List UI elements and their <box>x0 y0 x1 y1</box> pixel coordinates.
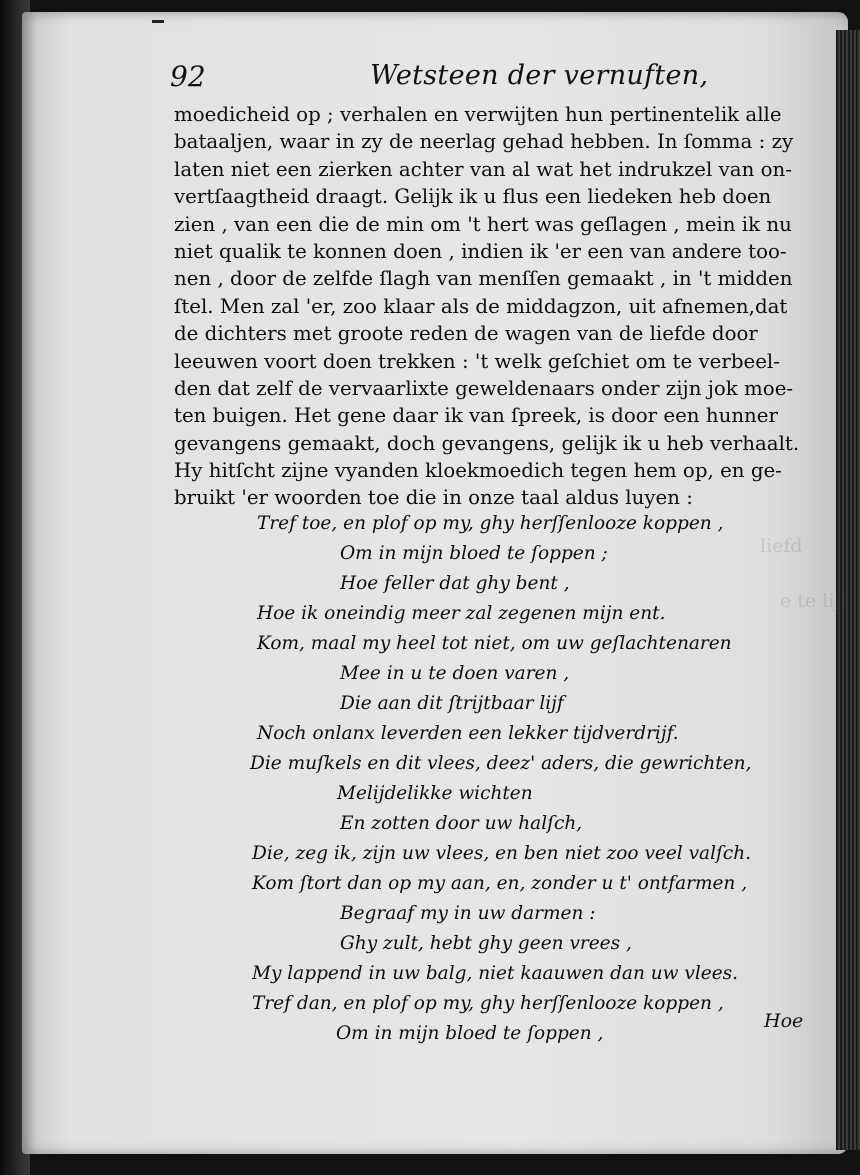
prose-line: vertſaagtheid draagt. Gelijk ik u flus een liedeken heb doen <box>174 185 772 209</box>
print-mark <box>152 20 164 23</box>
verse-line: Kom ſtort dan op my aan, en, zonder u t' ontfarmen , <box>252 873 748 894</box>
verse-line: Om in mijn bloed te ſoppen , <box>336 1023 604 1044</box>
prose-line: bruikt 'er woorden toe die in onze taal aldus luyen : <box>174 486 693 510</box>
prose-line: de dichters met groote reden de wagen van de liefde door <box>174 322 758 346</box>
verse-line: Hoe ik oneindig meer zal zegenen mijn ent. <box>257 603 666 624</box>
verse-line: Melijdelikke wichten <box>337 783 533 804</box>
verse-line: Tref toe, en plof op my, ghy herſſenlooze koppen , <box>257 513 724 534</box>
page-header <box>170 60 810 100</box>
prose-line: gevangens gemaakt, doch gevangens, gelijk ik u heb verhaalt. <box>174 431 800 455</box>
running-title: Wetsteen der vernuften, <box>370 60 709 91</box>
verse-line: Kom, maal my heel tot niet, om uw geſlachtenaren <box>257 633 732 654</box>
verse-line: Om in mijn bloed te ſoppen ; <box>340 543 608 564</box>
prose-line: moedicheid op ; verhalen en verwijten hun pertinentelik alle <box>174 103 782 126</box>
prose-line: zien , van een die de min om 't hert was geſlagen , mein ik nu <box>174 212 792 236</box>
show-through: e te lijf <box>780 590 848 612</box>
prose-line: nen , door de zelfde ſlagh van menſſen gemaakt , in 't midden <box>174 267 793 291</box>
prose-line: den dat zelf de vervaarlixte geweldenaars onder zijn jok moe- <box>174 376 794 400</box>
verse-line: Hoe feller dat ghy bent , <box>340 573 570 594</box>
prose-line: laten niet een zierken achter van al wat het indrukzel van on- <box>174 157 792 181</box>
prose-line: ſtel. Men zal 'er, zoo klaar als de middagzon, uit afnemen,dat <box>174 294 788 318</box>
verse-line: En zotten door uw halſch, <box>340 813 583 834</box>
page-number: 92 <box>170 60 206 93</box>
verse-line: My lappend in uw balg, niet kaauwen dan uw vlees. <box>252 963 739 984</box>
prose-line: niet qualik te konnen doen , indien ik 'er een van andere too- <box>174 239 787 263</box>
prose-line: bataaljen, waar in zy de neerlag gehad hebben. In ſomma : zy <box>174 130 794 154</box>
prose-line: leeuwen voort doen trekken : 't welk geſchiet om te verbeel- <box>174 349 780 373</box>
catchword: Hoe <box>764 1010 804 1032</box>
verse-line: Noch onlanx leverden een lekker tijdverdrijf. <box>257 723 679 744</box>
prose-paragraph <box>174 101 806 512</box>
show-through: liefd <box>760 535 803 557</box>
verse-line: Tref dan, en plof op my, ghy herſſenlooze koppen , <box>252 993 724 1014</box>
prose-line: Hy hitſcht zijne vyanden kloekmoedich tegen hem op, en ge- <box>174 459 782 483</box>
verse-line: Begraaf my in uw darmen : <box>340 903 596 924</box>
verse-line: Die aan dit ſtrijtbaar lijf <box>340 693 564 714</box>
verse-line: Mee in u te doen varen , <box>340 663 570 684</box>
verse-line: Die, zeg ik, zijn uw vlees, en ben niet zoo veel valſch. <box>252 843 751 864</box>
verse-line: Die muſkels en dit vlees, deez' aders, die gewrichten, <box>250 753 752 774</box>
verse-line: Ghy zult, hebt ghy geen vrees , <box>340 933 632 954</box>
prose-line: ten buigen. Het gene daar ik van ſpreek, is door een hunner <box>174 404 778 428</box>
